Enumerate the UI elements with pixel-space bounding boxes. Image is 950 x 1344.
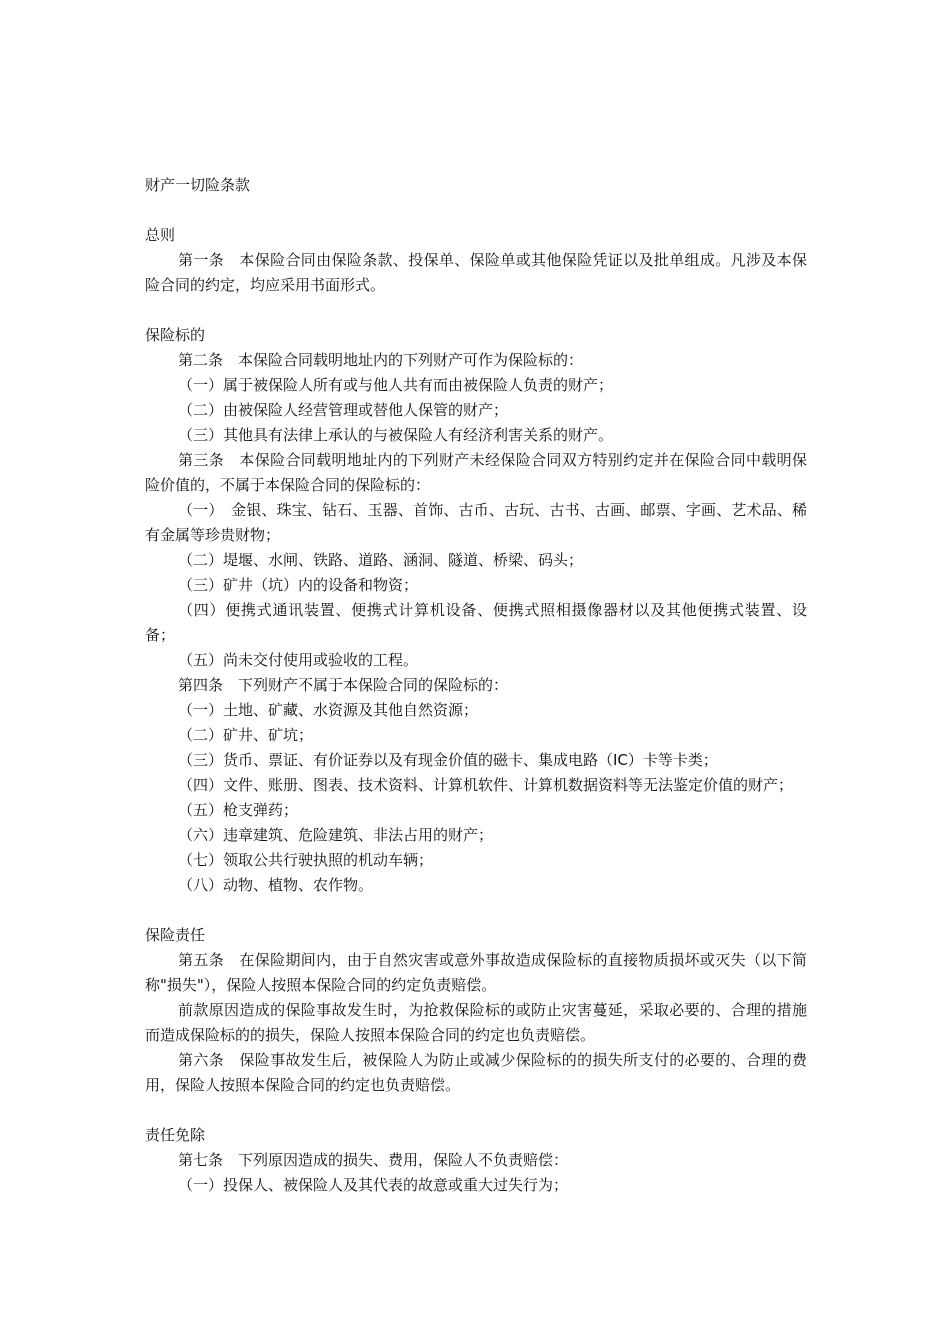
section-insured-subject (145, 323, 807, 898)
clause-item: （三）其他具有法律上承认的与被保险人有经济利害关系的财产。 (178, 426, 614, 444)
article-paragraph: 第四条 下列财产不属于本保险合同的保险标的： (178, 676, 509, 694)
document-body (145, 173, 807, 1198)
clause-item: （三）货币、票证、有价证券以及有现金价值的磁卡、集成电路（IC）卡等卡类； (178, 751, 718, 769)
article-paragraph: 第六条 保险事故发生后，被保险人为防止或减少保险标的的损失所支付的必要的、合理的费用，保险人按照本保险合同的约定也负责赔偿。 (145, 1051, 807, 1094)
article-paragraph: 第一条 本保险合同由保险条款、投保单、保险单或其他保险凭证以及批单组成。凡涉及本保险合同的约定，均应采用书面形式。 (145, 251, 807, 294)
section-heading: 总则 (145, 226, 176, 244)
article-paragraph: 第二条 本保险合同载明地址内的下列财产可作为保险标的： (178, 351, 584, 369)
article-paragraph: 第三条 本保险合同载明地址内的下列财产未经保险合同双方特别约定并在保险合同中载明保险价值的，不属于本保险合同的保险标的： (145, 451, 807, 494)
article-paragraph: 第五条 在保险期间内，由于自然灾害或意外事故造成保险标的直接物质损坏或灭失（以下简称"损失"），保险人按照本保险合同的约定负责赔偿。 (145, 951, 807, 994)
clause-item: （一）土地、矿藏、水资源及其他自然资源； (178, 701, 479, 719)
document-title: 财产一切险条款 (145, 176, 251, 194)
section-heading: 保险标的 (145, 326, 206, 344)
clause-item: （一） 金银、珠宝、钻石、玉器、首饰、古币、古玩、古书、古画、邮票、字画、艺术品、稀有金属等珍贵财物； (145, 501, 807, 544)
clause-item: （三）矿井（坑）内的设备和物资； (178, 576, 419, 594)
section-heading: 责任免除 (145, 1126, 206, 1144)
article-paragraph: 前款原因造成的保险事故发生时，为抢救保险标的或防止灾害蔓延，采取必要的、合理的措施而造成保险标的的损失，保险人按照本保险合同的约定也负责赔偿。 (145, 1001, 807, 1044)
clause-item: （二）矿井、矿坑； (178, 726, 314, 744)
article-paragraph: 第七条 下列原因造成的损失、费用，保险人不负责赔偿： (178, 1151, 569, 1169)
clause-item: （四）文件、账册、图表、技术资料、计算机软件、计算机数据资料等无法鉴定价值的财产； (178, 776, 794, 794)
clause-item: （六）违章建筑、危险建筑、非法占用的财产； (178, 826, 494, 844)
clause-item: （一）投保人、被保险人及其代表的故意或重大过失行为； (178, 1176, 569, 1194)
clause-item: （七）领取公共行驶执照的机动车辆； (178, 851, 434, 869)
section-exclusions (145, 1123, 807, 1198)
clause-item: （二）由被保险人经营管理或替他人保管的财产； (178, 401, 509, 419)
clause-item: （四）便携式通讯装置、便携式计算机设备、便携式照相摄像器材以及其他便携式装置、设备； (145, 601, 807, 644)
clause-item: （八）动物、植物、农作物。 (178, 876, 374, 894)
section-general (145, 223, 807, 298)
clause-item: （五）枪支弹药； (178, 801, 299, 819)
section-heading: 保险责任 (145, 926, 206, 944)
clause-item: （一）属于被保险人所有或与他人共有而由被保险人负责的财产； (178, 376, 614, 394)
section-liability (145, 923, 807, 1098)
clause-item: （五）尚未交付使用或验收的工程。 (178, 651, 419, 669)
clause-item: （二）堤堰、水闸、铁路、道路、涵洞、隧道、桥梁、码头； (178, 551, 584, 569)
